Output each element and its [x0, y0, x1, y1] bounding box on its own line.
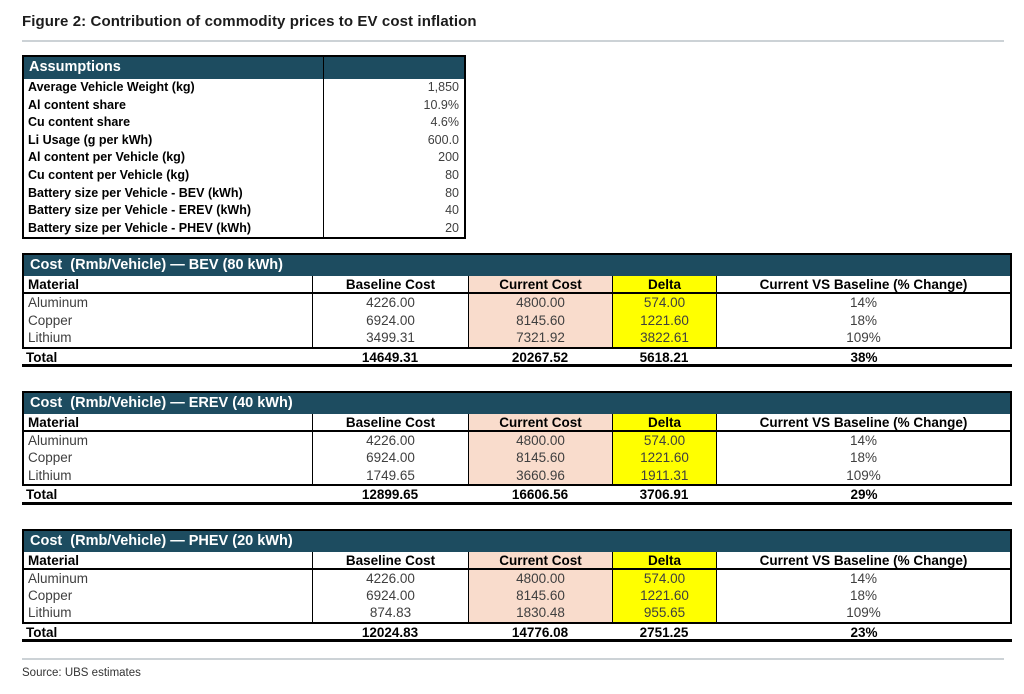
assumption-row: [24, 114, 464, 132]
delta-cell: 574.00: [612, 570, 716, 587]
assumption-value: 80: [323, 167, 464, 185]
pct-cell: 109%: [716, 604, 1010, 621]
current-cell: 8145.60: [468, 312, 612, 329]
delta-cell: 574.00: [612, 294, 716, 311]
title-divider: [22, 40, 1004, 42]
material-cell: Lithium: [28, 605, 72, 621]
cost-table-header-band: [24, 393, 1010, 414]
baseline-column-header: Baseline Cost: [312, 276, 468, 292]
assumption-value: 20: [323, 220, 464, 238]
total-label: Total: [26, 624, 58, 640]
total-pct: 29%: [850, 487, 878, 502]
assumption-row: [24, 202, 464, 220]
total-row: [22, 486, 1012, 505]
cost-table-box: [22, 529, 1012, 624]
table-row: [24, 467, 1010, 484]
total-row: [22, 624, 1012, 643]
table-row: [24, 294, 1010, 311]
cost-table-bev: [22, 253, 1012, 367]
material-cell: Aluminum: [28, 295, 89, 311]
assumption-value: 200: [323, 149, 464, 167]
total-pct: 38%: [850, 349, 878, 365]
source-note: Source: UBS estimates: [22, 667, 141, 680]
total-delta: 3706.91: [639, 487, 689, 502]
baseline-cell: 6924.00: [312, 587, 468, 604]
assumption-row: [24, 97, 464, 115]
pct-cell: 18%: [716, 312, 1010, 329]
baseline-cell: 4226.00: [312, 294, 468, 311]
pct-cell: 18%: [716, 587, 1010, 604]
material-column-header: Material: [28, 552, 80, 568]
current-column-header: Current Cost: [468, 276, 612, 292]
delta-column-header: Delta: [612, 276, 716, 292]
assumption-row: [24, 149, 464, 167]
cost-table-title: Cost (Rmb/Vehicle) — PHEV (20 kWh): [30, 532, 293, 549]
pct-column-header: Current VS Baseline (% Change): [716, 276, 1010, 292]
column-header-row: [24, 552, 1010, 570]
assumption-label: Al content per Vehicle (kg): [28, 150, 185, 165]
total-baseline: 12899.65: [361, 487, 419, 502]
assumption-value: 10.9%: [323, 97, 464, 115]
table-row: [24, 604, 1010, 621]
baseline-cell: 3499.31: [312, 329, 468, 346]
cost-table-title: Cost (Rmb/Vehicle) — BEV (80 kWh): [30, 257, 283, 274]
pct-column-header: Current VS Baseline (% Change): [716, 414, 1010, 430]
total-delta: 5618.21: [639, 349, 689, 365]
assumption-row: [24, 220, 464, 238]
cost-table-phev: [22, 529, 1012, 643]
cost-table-box: [22, 391, 1012, 486]
total-label: Total: [26, 487, 58, 502]
pct-cell: 18%: [716, 449, 1010, 466]
assumption-label: Battery size per Vehicle - PHEV (kWh): [28, 220, 251, 235]
assumption-row: [24, 185, 464, 203]
delta-column-header: Delta: [612, 552, 716, 568]
assumption-label: Li Usage (g per kWh): [28, 132, 153, 147]
assumption-label: Average Vehicle Weight (kg): [28, 80, 195, 94]
pct-cell: 14%: [716, 432, 1010, 449]
assumptions-header-band: [24, 57, 464, 79]
footer-divider: [22, 658, 1004, 660]
table-row: [24, 432, 1010, 449]
delta-column-header: Delta: [612, 414, 716, 430]
total-row: [22, 349, 1012, 368]
material-cell: Lithium: [28, 467, 72, 483]
current-column-header: Current Cost: [468, 552, 612, 568]
assumption-row: [24, 132, 464, 150]
material-column-header: Material: [28, 415, 80, 431]
delta-cell: 1911.31: [612, 467, 716, 484]
delta-cell: 574.00: [612, 432, 716, 449]
delta-cell: 1221.60: [612, 312, 716, 329]
current-column-header: Current Cost: [468, 414, 612, 430]
baseline-cell: 4226.00: [312, 432, 468, 449]
cost-table-header-band: [24, 255, 1010, 276]
delta-cell: 955.65: [612, 604, 716, 621]
baseline-cell: 6924.00: [312, 312, 468, 329]
cost-table-erev: [22, 391, 1012, 505]
pct-cell: 109%: [716, 329, 1010, 346]
delta-cell: 1221.60: [612, 587, 716, 604]
assumptions-header-value-cell: [323, 57, 464, 79]
delta-cell: 1221.60: [612, 449, 716, 466]
current-cell: 3660.96: [468, 467, 612, 484]
current-cell: 4800.00: [468, 432, 612, 449]
material-cell: Copper: [28, 588, 73, 604]
assumption-value: 40: [323, 202, 464, 220]
assumption-label: Battery size per Vehicle - BEV (kWh): [28, 185, 243, 200]
total-pct: 23%: [850, 624, 878, 640]
baseline-cell: 1749.65: [312, 467, 468, 484]
current-cell: 4800.00: [468, 294, 612, 311]
material-cell: Aluminum: [28, 570, 89, 586]
baseline-cell: 874.83: [312, 604, 468, 621]
table-row: [24, 329, 1010, 346]
total-current: 16606.56: [511, 487, 569, 502]
total-label: Total: [26, 349, 58, 365]
cost-table-header-band: [24, 531, 1010, 552]
pct-cell: 14%: [716, 570, 1010, 587]
table-row: [24, 449, 1010, 466]
total-current: 14776.08: [511, 624, 569, 640]
assumptions-title: Assumptions: [29, 59, 121, 75]
baseline-column-header: Baseline Cost: [312, 414, 468, 430]
pct-column-header: Current VS Baseline (% Change): [716, 552, 1010, 568]
assumption-row: [24, 79, 464, 97]
current-cell: 8145.60: [468, 587, 612, 604]
cost-table-box: [22, 253, 1012, 348]
table-row: [24, 587, 1010, 604]
assumption-label: Cu content share: [28, 115, 131, 130]
assumption-label: Cu content per Vehicle (kg): [28, 167, 190, 182]
baseline-column-header: Baseline Cost: [312, 552, 468, 568]
column-header-row: [24, 276, 1010, 294]
assumption-value: 600.0: [323, 132, 464, 150]
total-baseline: 12024.83: [361, 624, 419, 640]
pct-cell: 109%: [716, 467, 1010, 484]
current-cell: 7321.92: [468, 329, 612, 346]
assumption-value: 4.6%: [323, 114, 464, 132]
current-cell: 4800.00: [468, 570, 612, 587]
assumption-value: 1,850: [323, 79, 464, 97]
assumptions-table: [22, 55, 466, 239]
material-cell: Lithium: [28, 330, 72, 346]
table-row: [24, 312, 1010, 329]
baseline-cell: 4226.00: [312, 570, 468, 587]
assumption-label: Battery size per Vehicle - EREV (kWh): [28, 203, 251, 218]
current-cell: 1830.48: [468, 604, 612, 621]
total-baseline: 14649.31: [361, 349, 419, 365]
baseline-cell: 6924.00: [312, 449, 468, 466]
current-cell: 8145.60: [468, 449, 612, 466]
delta-cell: 3822.61: [612, 329, 716, 346]
assumption-value: 80: [323, 185, 464, 203]
pct-cell: 14%: [716, 294, 1010, 311]
material-cell: Copper: [28, 450, 73, 466]
assumption-row: [24, 167, 464, 185]
figure-title: Figure 2: Contribution of commodity prices to EV cost inflation: [22, 13, 477, 30]
material-column-header: Material: [28, 277, 80, 293]
cost-table-title: Cost (Rmb/Vehicle) — EREV (40 kWh): [30, 395, 293, 412]
material-cell: Copper: [28, 312, 73, 328]
total-delta: 2751.25: [639, 624, 689, 640]
material-cell: Aluminum: [28, 433, 89, 449]
column-header-row: [24, 414, 1010, 432]
assumption-label: Al content share: [28, 97, 126, 112]
table-row: [24, 570, 1010, 587]
total-current: 20267.52: [511, 349, 569, 365]
